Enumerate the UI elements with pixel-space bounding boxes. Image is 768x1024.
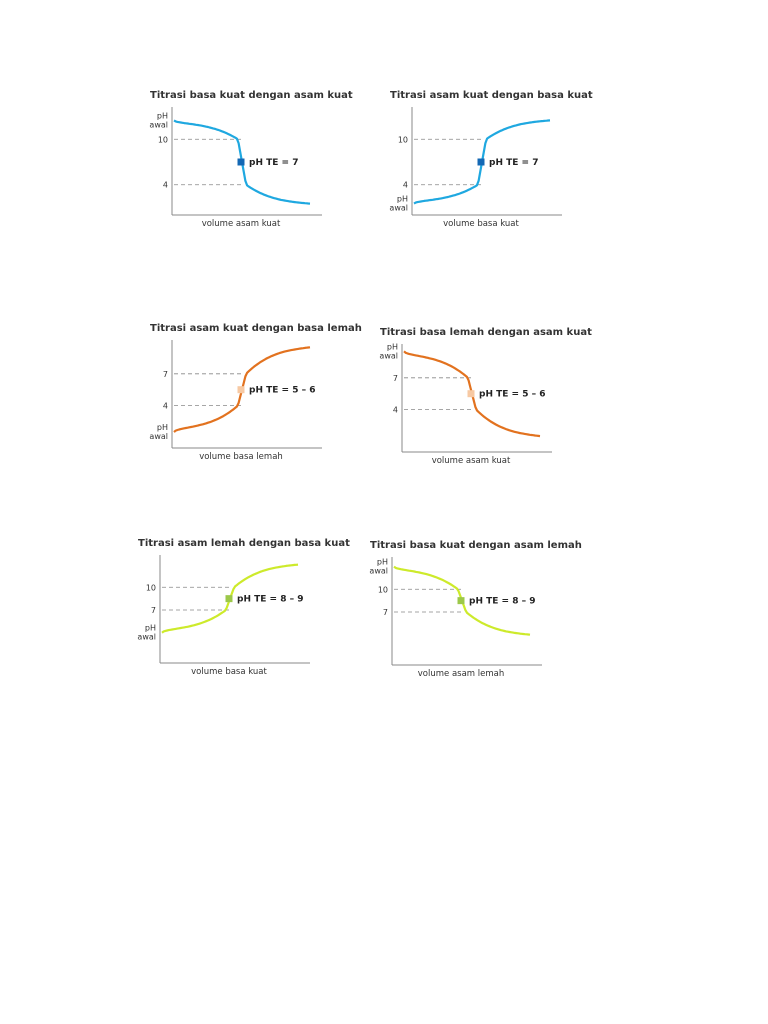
ph-awal-label: awal <box>149 432 168 442</box>
equivalence-point-marker <box>238 159 245 166</box>
y-tick-label: 7 <box>392 373 398 383</box>
equivalence-point-label: pH TE = 7 <box>249 158 299 168</box>
equivalence-point-label: pH TE = 8 – 9 <box>469 596 536 607</box>
x-axis-label: volume asam kuat <box>431 456 511 466</box>
equivalence-point-marker <box>238 386 245 393</box>
titration-chart <box>110 318 362 478</box>
titration-chart <box>350 85 593 245</box>
x-axis-label: volume asam kuat <box>201 219 281 229</box>
y-tick-label: 10 <box>397 135 408 145</box>
chart-panel-3 <box>110 318 362 478</box>
ph-awal-label: pH <box>376 557 388 567</box>
titration-chart <box>98 533 350 693</box>
y-tick-label: 4 <box>402 180 408 190</box>
ph-awal-label: awal <box>137 632 156 642</box>
chart-panel-2 <box>350 85 593 245</box>
equivalence-point-label: pH TE = 5 – 6 <box>479 389 546 400</box>
equivalence-point-label: pH TE = 7 <box>489 158 539 168</box>
ph-awal-label: pH <box>156 423 168 433</box>
y-tick-label: 10 <box>145 583 156 593</box>
titration-chart <box>330 535 582 695</box>
titration-chart <box>340 322 592 482</box>
equivalence-point-marker <box>478 159 485 166</box>
chart-title: Titrasi basa kuat dengan asam kuat <box>150 90 353 101</box>
x-axis-label: volume basa kuat <box>443 219 519 229</box>
y-tick-label: 4 <box>162 180 168 190</box>
x-axis-label: volume asam lemah <box>417 669 505 679</box>
y-tick-label: 4 <box>162 401 168 411</box>
chart-title: Titrasi basa kuat dengan asam lemah <box>370 540 582 551</box>
x-axis-label: volume basa kuat <box>191 667 267 677</box>
chart-panel-1 <box>110 85 353 245</box>
y-tick-label: 7 <box>150 606 156 615</box>
ph-awal-label: awal <box>379 351 398 361</box>
ph-awal-label: awal <box>149 120 168 130</box>
chart-title: Titrasi asam lemah dengan basa kuat <box>138 538 350 549</box>
equivalence-point-label: pH TE = 8 – 9 <box>237 594 304 605</box>
y-tick-label: 7 <box>382 608 388 617</box>
chart-panel-6 <box>330 535 582 695</box>
chart-panel-4 <box>340 322 592 482</box>
chart-panel-5 <box>98 533 350 693</box>
y-tick-label: 10 <box>377 585 388 595</box>
ph-awal-label: pH <box>144 623 156 633</box>
equivalence-point-marker <box>226 595 233 602</box>
equivalence-point-marker <box>458 597 465 604</box>
equivalence-point-marker <box>468 390 475 397</box>
ph-awal-label: pH <box>386 342 398 352</box>
x-axis-label: volume basa lemah <box>199 452 283 462</box>
ph-awal-label: pH <box>156 111 168 121</box>
ph-awal-label: pH <box>396 194 408 204</box>
titration-chart <box>110 85 353 245</box>
ph-awal-label: awal <box>389 203 408 213</box>
chart-title: Titrasi asam kuat dengan basa kuat <box>390 90 593 101</box>
equivalence-point-label: pH TE = 5 – 6 <box>249 385 316 396</box>
y-tick-label: 7 <box>162 369 168 379</box>
chart-title: Titrasi basa lemah dengan asam kuat <box>380 327 592 338</box>
ph-awal-label: awal <box>369 566 388 576</box>
y-tick-label: 10 <box>157 135 168 145</box>
y-tick-label: 4 <box>392 405 398 415</box>
chart-title: Titrasi asam kuat dengan basa lemah <box>150 323 362 334</box>
